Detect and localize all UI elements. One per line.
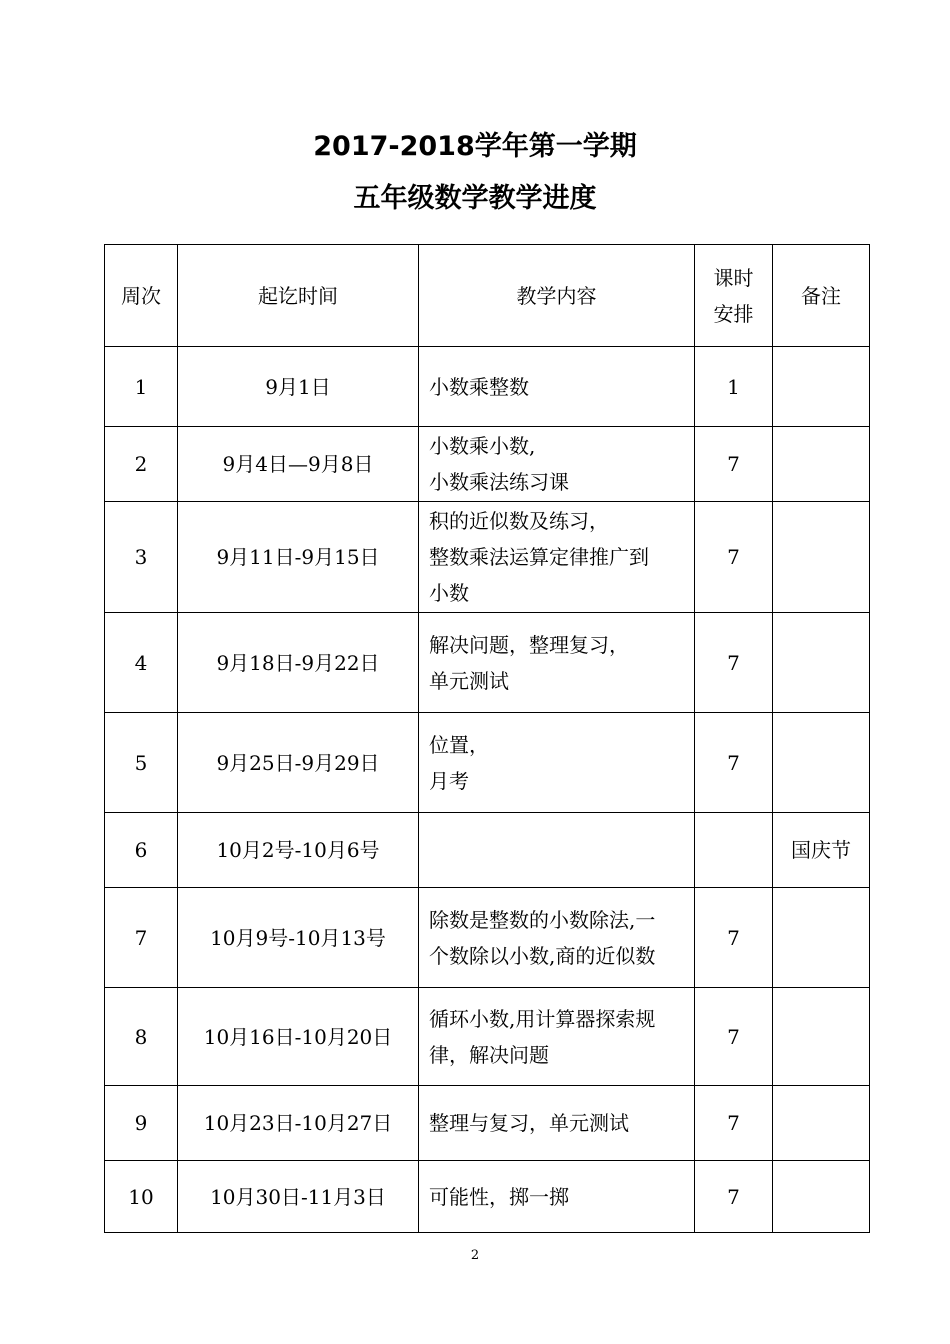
table-row bbox=[105, 347, 870, 427]
hours-cell: 7 bbox=[695, 1086, 773, 1161]
dates-cell: 9月25日-9月29日 bbox=[178, 713, 419, 813]
hours-cell: 7 bbox=[695, 613, 773, 713]
table-row bbox=[105, 888, 870, 988]
notes-cell bbox=[773, 1086, 870, 1161]
table-row bbox=[105, 813, 870, 888]
table-row bbox=[105, 502, 870, 613]
notes-cell bbox=[773, 713, 870, 813]
header-hours: 课时 安排 bbox=[695, 245, 773, 347]
notes-cell bbox=[773, 502, 870, 613]
hours-cell: 7 bbox=[695, 502, 773, 613]
week-cell: 5 bbox=[105, 713, 178, 813]
header-dates: 起讫时间 bbox=[178, 245, 419, 347]
title-line-1: 2017-2018学年第一学期 bbox=[313, 131, 637, 162]
hours-cell: 1 bbox=[695, 347, 773, 427]
dates-cell: 10月9号-10月13号 bbox=[178, 888, 419, 988]
hours-cell: 7 bbox=[695, 713, 773, 813]
table-row bbox=[105, 713, 870, 813]
week-cell: 10 bbox=[105, 1161, 178, 1233]
week-cell: 4 bbox=[105, 613, 178, 713]
dates-cell: 10月2号-10月6号 bbox=[178, 813, 419, 888]
page-number: 2 bbox=[470, 1248, 480, 1263]
hours-cell: 7 bbox=[695, 988, 773, 1086]
dates-cell: 9月1日 bbox=[178, 347, 419, 427]
hours-cell bbox=[695, 813, 773, 888]
dates-cell: 10月30日-11月3日 bbox=[178, 1161, 419, 1233]
schedule-table bbox=[104, 244, 870, 1233]
week-cell: 8 bbox=[105, 988, 178, 1086]
header-notes: 备注 bbox=[773, 245, 870, 347]
notes-cell bbox=[773, 427, 870, 502]
hours-cell: 7 bbox=[695, 427, 773, 502]
content-cell: 解决问题，整理复习， 单元测试 bbox=[419, 613, 695, 713]
content-cell: 小数乘整数 bbox=[419, 347, 695, 427]
week-cell: 2 bbox=[105, 427, 178, 502]
content-cell bbox=[419, 813, 695, 888]
content-cell: 位置， 月考 bbox=[419, 713, 695, 813]
dates-cell: 9月18日-9月22日 bbox=[178, 613, 419, 713]
week-cell: 1 bbox=[105, 347, 178, 427]
week-cell: 7 bbox=[105, 888, 178, 988]
notes-cell bbox=[773, 1161, 870, 1233]
dates-cell: 10月23日-10月27日 bbox=[178, 1086, 419, 1161]
table-row bbox=[105, 988, 870, 1086]
hours-cell: 7 bbox=[695, 888, 773, 988]
dates-cell: 10月16日-10月20日 bbox=[178, 988, 419, 1086]
header-week: 周次 bbox=[105, 245, 178, 347]
content-cell: 积的近似数及练习， 整数乘法运算定律推广到 小数 bbox=[419, 502, 695, 613]
content-cell: 除数是整数的小数除法,一 个数除以小数,商的近似数 bbox=[419, 888, 695, 988]
dates-cell: 9月4日—9月8日 bbox=[178, 427, 419, 502]
hours-cell: 7 bbox=[695, 1161, 773, 1233]
content-cell: 循环小数,用计算器探索规 律，解决问题 bbox=[419, 988, 695, 1086]
notes-cell bbox=[773, 613, 870, 713]
header-row bbox=[105, 245, 870, 347]
week-cell: 9 bbox=[105, 1086, 178, 1161]
notes-cell bbox=[773, 888, 870, 988]
header-content: 教学内容 bbox=[419, 245, 695, 347]
week-cell: 3 bbox=[105, 502, 178, 613]
notes-cell bbox=[773, 347, 870, 427]
table-row bbox=[105, 1086, 870, 1161]
table-row bbox=[105, 1161, 870, 1233]
table-row bbox=[105, 613, 870, 713]
title-line-2: 五年级数学教学进度 bbox=[353, 183, 597, 214]
notes-cell: 国庆节 bbox=[773, 813, 870, 888]
notes-cell bbox=[773, 988, 870, 1086]
content-cell: 小数乘小数, 小数乘法练习课 bbox=[419, 427, 695, 502]
content-cell: 整理与复习，单元测试 bbox=[419, 1086, 695, 1161]
week-cell: 6 bbox=[105, 813, 178, 888]
table-row bbox=[105, 427, 870, 502]
dates-cell: 9月11日-9月15日 bbox=[178, 502, 419, 613]
content-cell: 可能性，掷一掷 bbox=[419, 1161, 695, 1233]
